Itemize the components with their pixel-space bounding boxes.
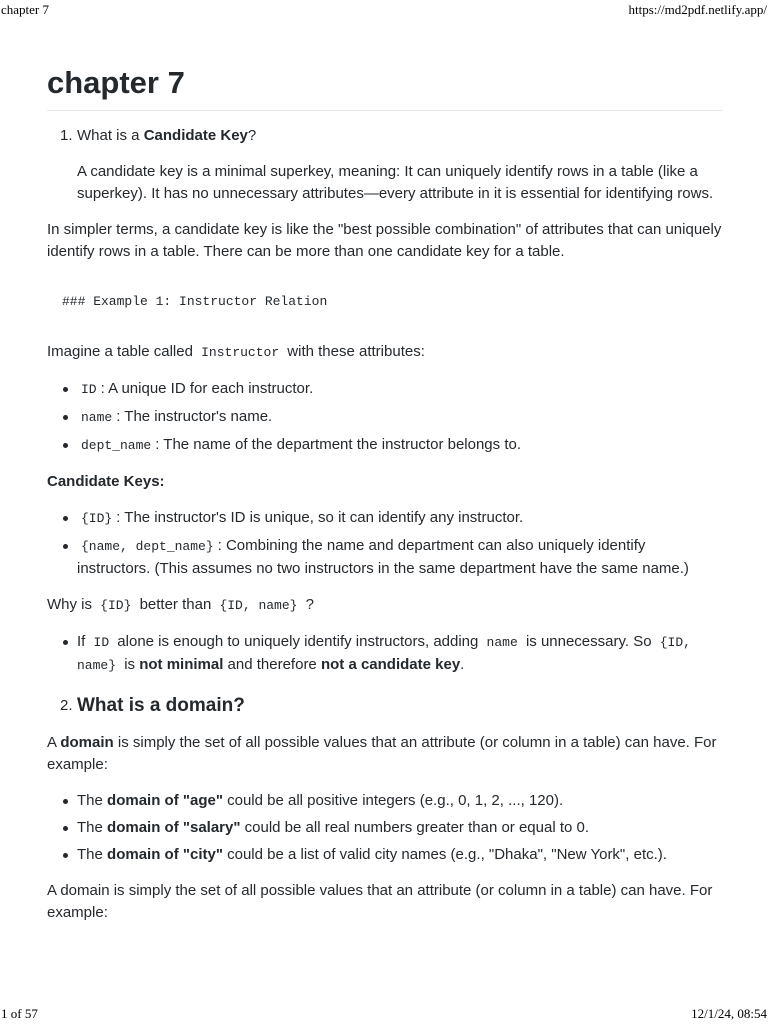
why-paragraph	[47, 594, 722, 617]
section-heading: What is a domain?	[77, 695, 245, 716]
inline-code: dept_name	[81, 438, 152, 453]
imagine-text-pre: Imagine a table called	[47, 343, 193, 360]
list-item-text: The	[77, 792, 103, 809]
list-item-text: could be all real numbers greater than or equal to 0.	[244, 819, 590, 836]
inline-code: Instructor	[201, 345, 280, 360]
list-item	[77, 507, 722, 530]
answer-bold: not a candidate key	[320, 656, 461, 673]
question-list	[47, 125, 722, 147]
inline-code: ID	[93, 635, 110, 650]
question-text-post: ?	[247, 127, 257, 144]
list-item	[77, 631, 722, 677]
page-title: chapter 7	[47, 64, 722, 111]
list-item	[77, 535, 722, 580]
domain-text-post: is simply the set of all possible values that an attribute (or column in a table) can have. For example:	[47, 734, 717, 773]
list-item-text: The	[77, 846, 103, 863]
inline-code: {ID}	[81, 511, 113, 526]
list-item-text: : A unique ID for each instructor.	[100, 380, 314, 397]
question-1	[47, 125, 722, 147]
answer-text: is	[124, 656, 136, 673]
inline-code: {name, dept_name}	[81, 539, 214, 554]
question-term: Candidate Key	[143, 127, 248, 144]
list-item-text: : The name of the department the instructor belongs to.	[155, 436, 521, 453]
list-item-bold: domain of "age"	[107, 792, 223, 809]
domain-definition	[47, 732, 722, 776]
question-number: 1.	[60, 127, 73, 144]
page-counter: 1 of 57	[1, 1006, 38, 1021]
question-number: 2.	[60, 697, 73, 714]
print-header-title: chapter 7	[1, 2, 50, 17]
imagine-text-post: with these attributes:	[287, 343, 425, 360]
candidate-keys-heading	[47, 471, 722, 493]
imagine-paragraph	[47, 341, 722, 364]
list-item	[77, 817, 722, 839]
why-text-post: ?	[305, 596, 314, 613]
list-item-bold: domain of "city"	[107, 846, 223, 863]
list-item	[77, 434, 722, 457]
domain-term: domain	[60, 734, 114, 751]
inline-code: {ID, name}	[219, 598, 298, 613]
candidate-key-list	[47, 507, 722, 580]
list-item	[77, 406, 722, 429]
why-text-pre: Why is	[47, 596, 92, 613]
answer-text: and therefore	[227, 656, 317, 673]
inline-code: {ID, name}	[77, 635, 691, 673]
candidate-key-definition: A candidate key is a minimal superkey, meaning: It can uniquely identify rows in a table (like a superkey). It has no unnecessary attributes—every attribute in it is essential for identifying rows.	[77, 163, 714, 202]
list-item-text: : The instructor's ID is unique, so it can identify any instructor.	[116, 509, 524, 526]
list-item-text: could be all positive integers (e.g., 0, 1, 2, ..., 120).	[227, 792, 564, 809]
domain-example-list	[47, 790, 722, 866]
print-header-url[interactable]: https://md2pdf.netlify.app/	[628, 2, 767, 17]
inline-code: ID	[81, 382, 97, 397]
list-item-text: : Combining the name and department can also uniquely identify instructors. (This assumes no two instructors in the same department have the same name.)	[77, 537, 689, 577]
inline-code: {ID}	[100, 598, 132, 613]
answer-text: is unnecessary. So	[525, 633, 652, 650]
answer-text: .	[460, 656, 465, 673]
print-header	[0, 2, 768, 18]
candidate-keys-label: Candidate Keys:	[47, 473, 165, 490]
inline-code: name	[486, 635, 518, 650]
list-item-text: The	[77, 819, 103, 836]
list-item	[77, 844, 722, 866]
list-item-bold: domain of "salary"	[107, 819, 241, 836]
print-datetime: 12/1/24, 08:54	[691, 1006, 767, 1021]
answer-text: If	[77, 633, 86, 650]
why-answer-list	[47, 631, 722, 677]
list-item-text: could be a list of valid city names (e.g., "Dhaka", "New York", etc.).	[227, 846, 667, 863]
print-footer	[0, 1006, 768, 1022]
why-text-mid: better than	[139, 596, 212, 613]
attribute-list	[47, 378, 722, 457]
domain-text-pre: A	[47, 734, 57, 751]
simpler-terms-paragraph: In simpler terms, a candidate key is like the "best possible combination" of attributes that can uniquely identify rows in a table. There can be more than one candidate key for a table.	[47, 221, 722, 260]
domain-repeat-paragraph: A domain is simply the set of all possible values that an attribute (or column in a table) can have. For example:	[47, 882, 713, 921]
list-item	[77, 378, 722, 401]
document-body	[47, 64, 722, 938]
inline-code: name	[81, 410, 113, 425]
answer-bold: not minimal	[139, 656, 224, 673]
question-2	[47, 695, 722, 718]
answer-text: alone is enough to uniquely identify instructors, adding	[117, 633, 479, 650]
list-item-text: : The instructor's name.	[116, 408, 273, 425]
code-block: ### Example 1: Instructor Relation	[62, 294, 328, 309]
question-text-pre: What is a	[77, 127, 144, 144]
list-item	[77, 790, 722, 812]
